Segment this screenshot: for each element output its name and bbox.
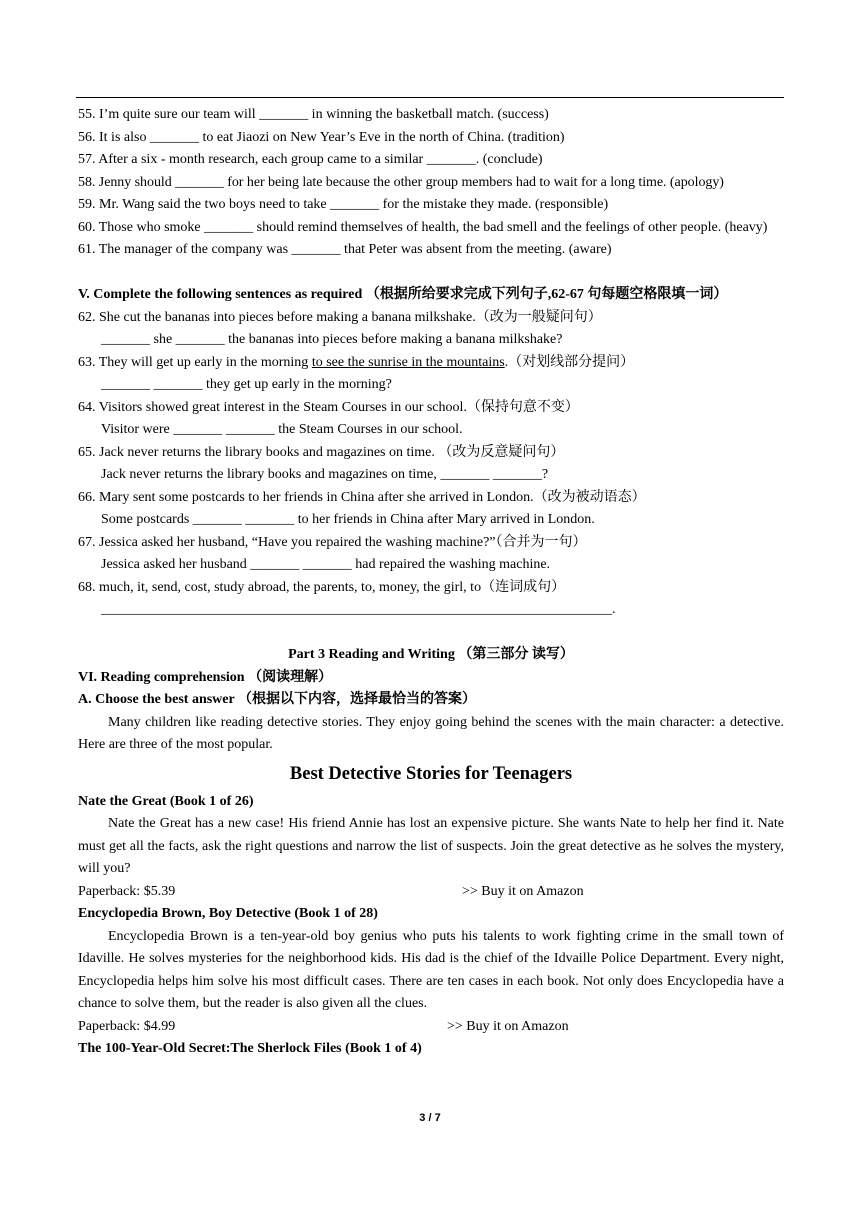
exercise-item: 59. Mr. Wang said the two boys need to take _______ for the mistake they made. (responsible) — [78, 197, 609, 212]
book-price: Paperback: $5.39 — [78, 883, 176, 899]
exercise-item: 57. After a six - month research, each group came to a similar _______. (conclude) — [78, 152, 543, 167]
exercise-item: 56. It is also _______ to eat Jiaozi on New Year’s Eve in the north of China. (tradition) — [78, 129, 565, 145]
book-price-row — [78, 881, 784, 904]
answer-line-64: Visitor were _______ _______ the Steam Courses in our school. — [101, 422, 463, 437]
section-vi-heading: VI. Reading comprehension （阅读理解） — [78, 669, 333, 685]
underlined-phrase: to see the sunrise in the mountains — [311, 354, 505, 370]
answer-line-65: Jack never returns the library books and magazines on time, _______ _______? — [101, 467, 549, 482]
answer-line-62: _______ she _______ the bananas into pieces before making a banana milkshake? — [101, 332, 563, 347]
section-a-heading: A. Choose the best answer （根据以下内容，选择最恰当的答案） — [78, 692, 476, 707]
answer-line-63: _______ _______ they get up early in the morning? — [101, 377, 392, 392]
question-63: 63. They will get up early in the morning to see the sunrise in the mountains.（对划线部分提问） — [78, 354, 635, 370]
question-67: 67. Jessica asked her husband, “Have you repaired the washing machine?”（合并为一句） — [78, 534, 587, 550]
page-number: 3 / 7 — [419, 1112, 441, 1124]
exercise-item: 58. Jenny should _______ for her being late because the other group members had to wait for a long time. (apology) — [78, 174, 724, 190]
book-description: Encyclopedia Brown is a ten-year-old boy genius who puts his talents to work fighting crime in the small town of Idaville. He solves mysteries for the neighborhood kids. His dad is the chief of the Idvaille Police Department. Every night, Encyclopedia helps him solve his most difficult cases. There are ten cases in each book. Not only does Encyclopedia have a chance to solve them, but the reader is also given all the clues. — [78, 928, 784, 1011]
book-description: Nate the Great has a new case! His friend Annie has lost an expensive picture. She wants Nate to help her find it. Nate must get all the facts, ask the right questions and narrow the list of suspects. Join the great detective as he solves the mystery, will you? — [78, 816, 784, 876]
reading-intro: Many children like reading detective stories. They enjoy going behind the scenes with the main character: a detective. Here are three of the most popular. — [78, 714, 784, 752]
question-62: 62. She cut the bananas into pieces before making a banana milkshake.（改为一般疑问句） — [78, 309, 602, 325]
exercise-item: 61. The manager of the company was _______ that Peter was absent from the meeting. (aware) — [78, 242, 612, 257]
header-rule — [76, 97, 784, 98]
page-content — [78, 104, 784, 1061]
question-66: 66. Mary sent some postcards to her friends in China after she arrived in London.（改为被动语态） — [78, 489, 646, 505]
answer-line-67: Jessica asked her husband _______ _______ had repaired the washing machine. — [101, 557, 551, 572]
answer-line-68: _________________________________________________________________________. — [101, 602, 616, 617]
question-65: 65. Jack never returns the library books and magazines on time. （改为反意疑问句） — [78, 444, 565, 460]
book-title: The 100-Year-Old Secret:The Sherlock Files (Book 1 of 4) — [78, 1041, 422, 1056]
buy-on-amazon-link[interactable]: >> Buy it on Amazon — [447, 1018, 569, 1034]
buy-on-amazon-link[interactable]: >> Buy it on Amazon — [462, 883, 584, 899]
section-v-heading: V. Complete the following sentences as required （根据所给要求完成下列句子,62-67 句每题空格限填一词） — [78, 287, 728, 302]
book-price-row — [78, 1016, 784, 1039]
question-68: 68. much, it, send, cost, study abroad, the parents, to, money, the girl, to（连词成句） — [78, 579, 566, 595]
exercise-item: 55. I’m quite sure our team will _______ in winning the basketball match. (success) — [78, 107, 549, 122]
answer-line-66: Some postcards _______ _______ to her friends in China after Mary arrived in London. — [101, 512, 595, 527]
question-64: 64. Visitors showed great interest in the Steam Courses in our school.（保持句意不变） — [78, 399, 579, 415]
article-title: Best Detective Stories for Teenagers — [289, 763, 573, 784]
book-title: Encyclopedia Brown, Boy Detective (Book 1 of 28) — [78, 906, 378, 921]
part-3-heading: Part 3 Reading and Writing （第三部分 读写） — [288, 647, 574, 662]
book-title: Nate the Great (Book 1 of 26) — [78, 793, 254, 809]
exercise-item: 60. Those who smoke _______ should remind themselves of health, the bad smell and the feelings of other people. (heavy) — [78, 219, 768, 235]
book-price: Paperback: $4.99 — [78, 1018, 176, 1034]
